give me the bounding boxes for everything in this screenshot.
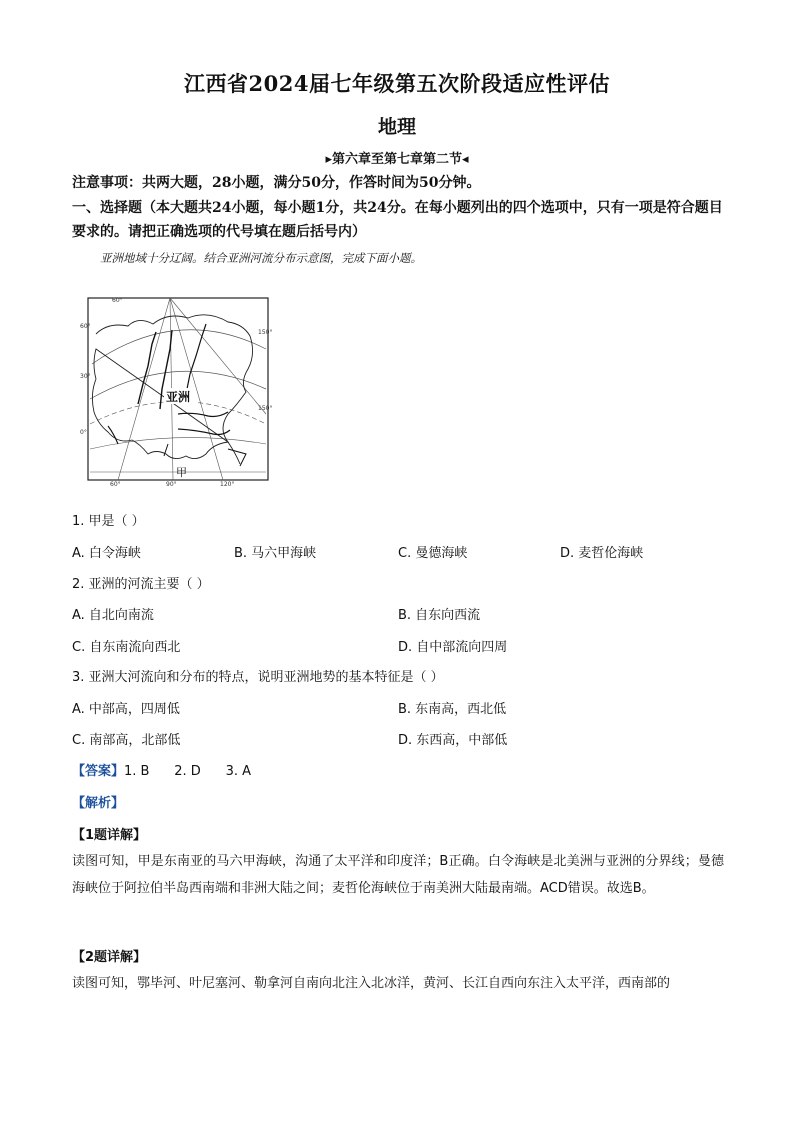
question-3-option-c: C. 南部高，北部低 [72, 733, 181, 748]
question-1-option-a: A. 白令海峡 [72, 546, 141, 561]
page-title: 江西省2024届七年级第五次阶段适应性评估 [184, 71, 610, 96]
exam-notes: 注意事项：共两大题，28小题，满分50分，作答时间为50分钟。 [72, 175, 481, 191]
map-lon-150-right-label: 150° [258, 405, 273, 412]
map-region-label: 亚洲 [166, 390, 191, 404]
question-2-option-c: C. 自东南流向西北 [72, 640, 181, 655]
asia-river-map [78, 294, 273, 488]
map-lat-60-label: 60° [80, 323, 91, 330]
question-1-stem: 1. 甲是（ ） [72, 514, 145, 529]
question-3-option-b: B. 东南高，西北低 [398, 702, 507, 717]
map-lat-0-label: 0° [80, 429, 87, 436]
subject-title: 地理 [377, 116, 416, 138]
detail-2-text: 读图可知，鄂毕河、叶尼塞河、勒拿河自南向北注入北冰洋，黄河、长江自西向东注入太平洋，西南部的 [72, 976, 671, 991]
answer-label: 【答案】 [72, 764, 125, 779]
detail-2-label: 【2题详解】 [72, 950, 147, 965]
question-2-option-b: B. 自东向西流 [398, 608, 481, 623]
question-intro: 亚洲地域十分辽阔。结合亚洲河流分布示意图，完成下面小题。 [100, 251, 422, 265]
question-1-option-d: D. 麦哲伦海峡 [560, 546, 644, 561]
asia-river-map-graphic [78, 294, 273, 488]
map-top-lon-label: 60° [112, 297, 123, 304]
map-marker-label: 甲 [176, 466, 187, 479]
detail-1-label: 【1题详解】 [72, 828, 147, 843]
question-3-stem: 3. 亚洲大河流向和分布的特点，说明亚洲地势的基本特征是（ ） [72, 670, 444, 685]
question-1-option-b: B. 马六甲海峡 [234, 546, 317, 561]
map-lon-90-label: 90° [166, 481, 177, 488]
map-lon-120-label: 120° [220, 481, 235, 488]
analysis-label: 【解析】 [72, 796, 125, 811]
map-lon-150-top-label: 150° [258, 329, 273, 336]
question-2-option-a: A. 自北向南流 [72, 608, 154, 623]
question-3-option-a: A. 中部高，四周低 [72, 702, 180, 717]
map-lat-30-label: 30° [80, 373, 91, 380]
question-1-option-c: C. 曼德海峡 [398, 546, 468, 561]
answer-line [72, 760, 251, 779]
question-2-stem: 2. 亚洲的河流主要（ ） [72, 577, 210, 592]
question-3-option-d: D. 东西高，中部低 [398, 733, 508, 748]
section-heading: 一、选择题（本大题共24小题，每小题1分，共24分。在每小题列出的四个选项中，只有一项是符合题目要求的。请把正确选项的代号填在题后括号内） [72, 200, 723, 240]
detail-1-text: 读图可知，甲是东南亚的马六甲海峡，沟通了太平洋和印度洋；B正确。白令海峡是北美洲与亚洲的分界线；曼德海峡位于阿拉伯半岛西南端和非洲大陆之间；麦哲伦海峡位于南美洲大陆最南端。ACD错误。故选B。 [72, 854, 724, 896]
question-2-option-d: D. 自中部流向四周 [398, 640, 508, 655]
answer-values: 1. B 2. D 3. A [124, 764, 252, 779]
chapter-scope: ▸第六章至第七章第二节◂ [325, 152, 469, 167]
map-lon-60-label: 60° [110, 481, 121, 488]
